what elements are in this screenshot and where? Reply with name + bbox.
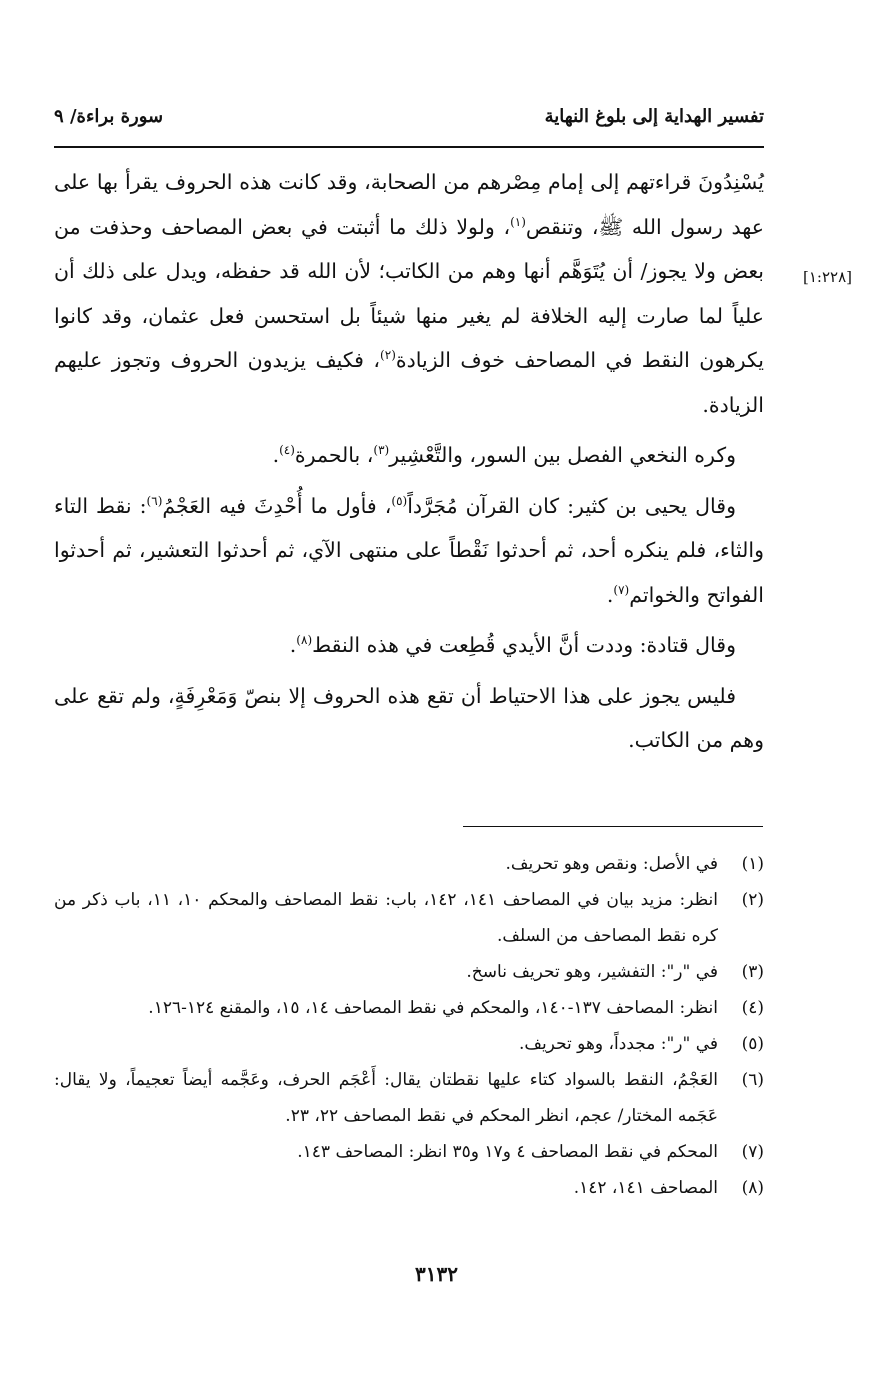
book-title: تفسير الهداية إلى بلوغ النهاية <box>544 106 764 127</box>
footnote-2 <box>54 882 764 954</box>
paragraph-2 <box>54 433 764 478</box>
running-header <box>54 100 764 134</box>
footnotes <box>54 846 764 1206</box>
p4-text-b: . <box>289 633 297 657</box>
p1-text-b: ، ولولا ذلك ما أثبتت في بعض المصاحف وحذفت من بعض ولا يجوز/ أن يُتَوَهَّم أنها وهم من الكاتب؛ لأن الله قد حفظه، ويدل على ذلك أن علياً لما صارت إليه الخلافة لم يغير منها شيئاً بل استحسن فعل عثمان، وقد كانوا يكرهون النقط في المصاحف خوف الزيادة <box>54 214 764 372</box>
paragraph-5 <box>54 674 764 763</box>
p4-text-a: وقال قتادة: وددت أنَّ الأيدي قُطِعت في هذه النقط <box>312 633 736 657</box>
footnote-ref-2: (٢) <box>380 348 396 363</box>
footnote-number: (٣) <box>741 962 764 982</box>
footnote-text: المصاحف ١٤١، ١٤٢. <box>573 1178 718 1198</box>
p2-text-b: ، بالحمرة <box>294 443 374 467</box>
footnote-4 <box>54 990 764 1026</box>
header-rule <box>54 146 764 148</box>
footnote-7 <box>54 1134 764 1170</box>
p5-text: فليس يجوز على هذا الاحتياط أن تقع هذه الحروف إلا بنصّ وَمَعْرِفَةٍ، ولم تقع على وهم من الكاتب. <box>54 683 764 752</box>
p1-text-c: ، فكيف يزيدون الحروف وتجوز عليهم الزيادة. <box>54 348 764 417</box>
footnote-ref-1: (١) <box>510 214 526 229</box>
footnote-ref-4: (٤) <box>279 443 295 458</box>
paragraph-3 <box>54 484 764 618</box>
margin-reference: [١:٢٢٨] <box>803 268 852 286</box>
footnote-text: انظر: مزيد بيان في المصاحف ١٤١، ١٤٢، باب: نقط المصاحف والمحكم ١٠، ١١، باب ذكر من كره نقط المصاحف من السلف. <box>54 890 718 946</box>
footnote-number: (١) <box>741 854 764 874</box>
p3-text-d: . <box>606 582 614 607</box>
footnote-6 <box>54 1062 764 1134</box>
p1-text: يُسْنِدُونَ قراءتهم إلى إمام مِصْرهم من الصحابة، وقد كانت هذه الحروف يقرأ بها على عهد رسول الله ﷺ، وتنقص <box>54 170 764 239</box>
footnote-8 <box>54 1170 764 1206</box>
footnote-text: العَجْمُ، النقط بالسواد كتاء عليها نقطتان يقال: أَعْجَم الحرف، وعَجَّمه أيضاً تعجيماً، ولا يقال: عَجَمه المختار/ عجم، انظر المحكم في نقط المصاحف ٢٢، ٢٣. <box>54 1070 718 1126</box>
footnote-separator <box>463 826 763 827</box>
footnote-text: في الأصل: ونقص وهو تحريف. <box>505 854 718 874</box>
footnote-ref-3: (٣) <box>373 443 390 458</box>
p3-text-b: ، فأول ما أُحْدِثَ فيه العَجْمُ <box>162 493 392 518</box>
paragraph-4 <box>54 623 764 668</box>
footnote-number: (٦) <box>741 1070 764 1090</box>
p3-text-a: وقال يحيى بن كثير: كان القرآن مُجَرَّداً <box>407 493 736 518</box>
main-text <box>54 160 764 763</box>
footnote-text: في "ر": التفشير، وهو تحريف ناسخ. <box>466 962 718 982</box>
footnote-number: (٢) <box>741 890 764 910</box>
footnote-text: في "ر": مجدداً، وهو تحريف. <box>518 1034 718 1054</box>
footnote-text: انظر: المصاحف ١٣٧-١٤٠، والمحكم في نقط المصاحف ١٤، ١٥، والمقنع ١٢٤-١٢٦. <box>148 998 718 1018</box>
p3-text-c: : نقط التاء والثاء، فلم ينكره أحد، ثم أحدثوا نَقْطاً على منتهى الآي، ثم أحدثوا التعشير، ثم أحدثوا الفواتح والخواتم <box>54 493 764 607</box>
footnote-ref-5: (٥) <box>391 493 408 508</box>
footnote-ref-6: (٦) <box>146 493 163 508</box>
footnote-text: المحكم في نقط المصاحف ٤ و١٧ و٣٥ انظر: المصاحف ١٤٣. <box>297 1142 718 1162</box>
footnote-number: (٧) <box>741 1142 764 1162</box>
p2-text-c: . <box>272 443 280 467</box>
footnote-5 <box>54 1026 764 1062</box>
page-number: ٣١٣٢ <box>415 1262 458 1286</box>
paragraph-1 <box>54 160 764 427</box>
p2-text-a: وكره النخعي الفصل بين السور، والتَّعْشِير <box>389 443 736 467</box>
footnote-3 <box>54 954 764 990</box>
surah-label: سورة براءة/ ٩ <box>54 106 164 127</box>
footnote-ref-8: (٨) <box>296 633 313 648</box>
footnote-number: (٨) <box>741 1178 764 1198</box>
footnote-number: (٤) <box>741 998 764 1018</box>
footnote-1 <box>54 846 764 882</box>
footnote-number: (٥) <box>741 1034 764 1054</box>
footnote-ref-7: (٧) <box>613 582 630 597</box>
